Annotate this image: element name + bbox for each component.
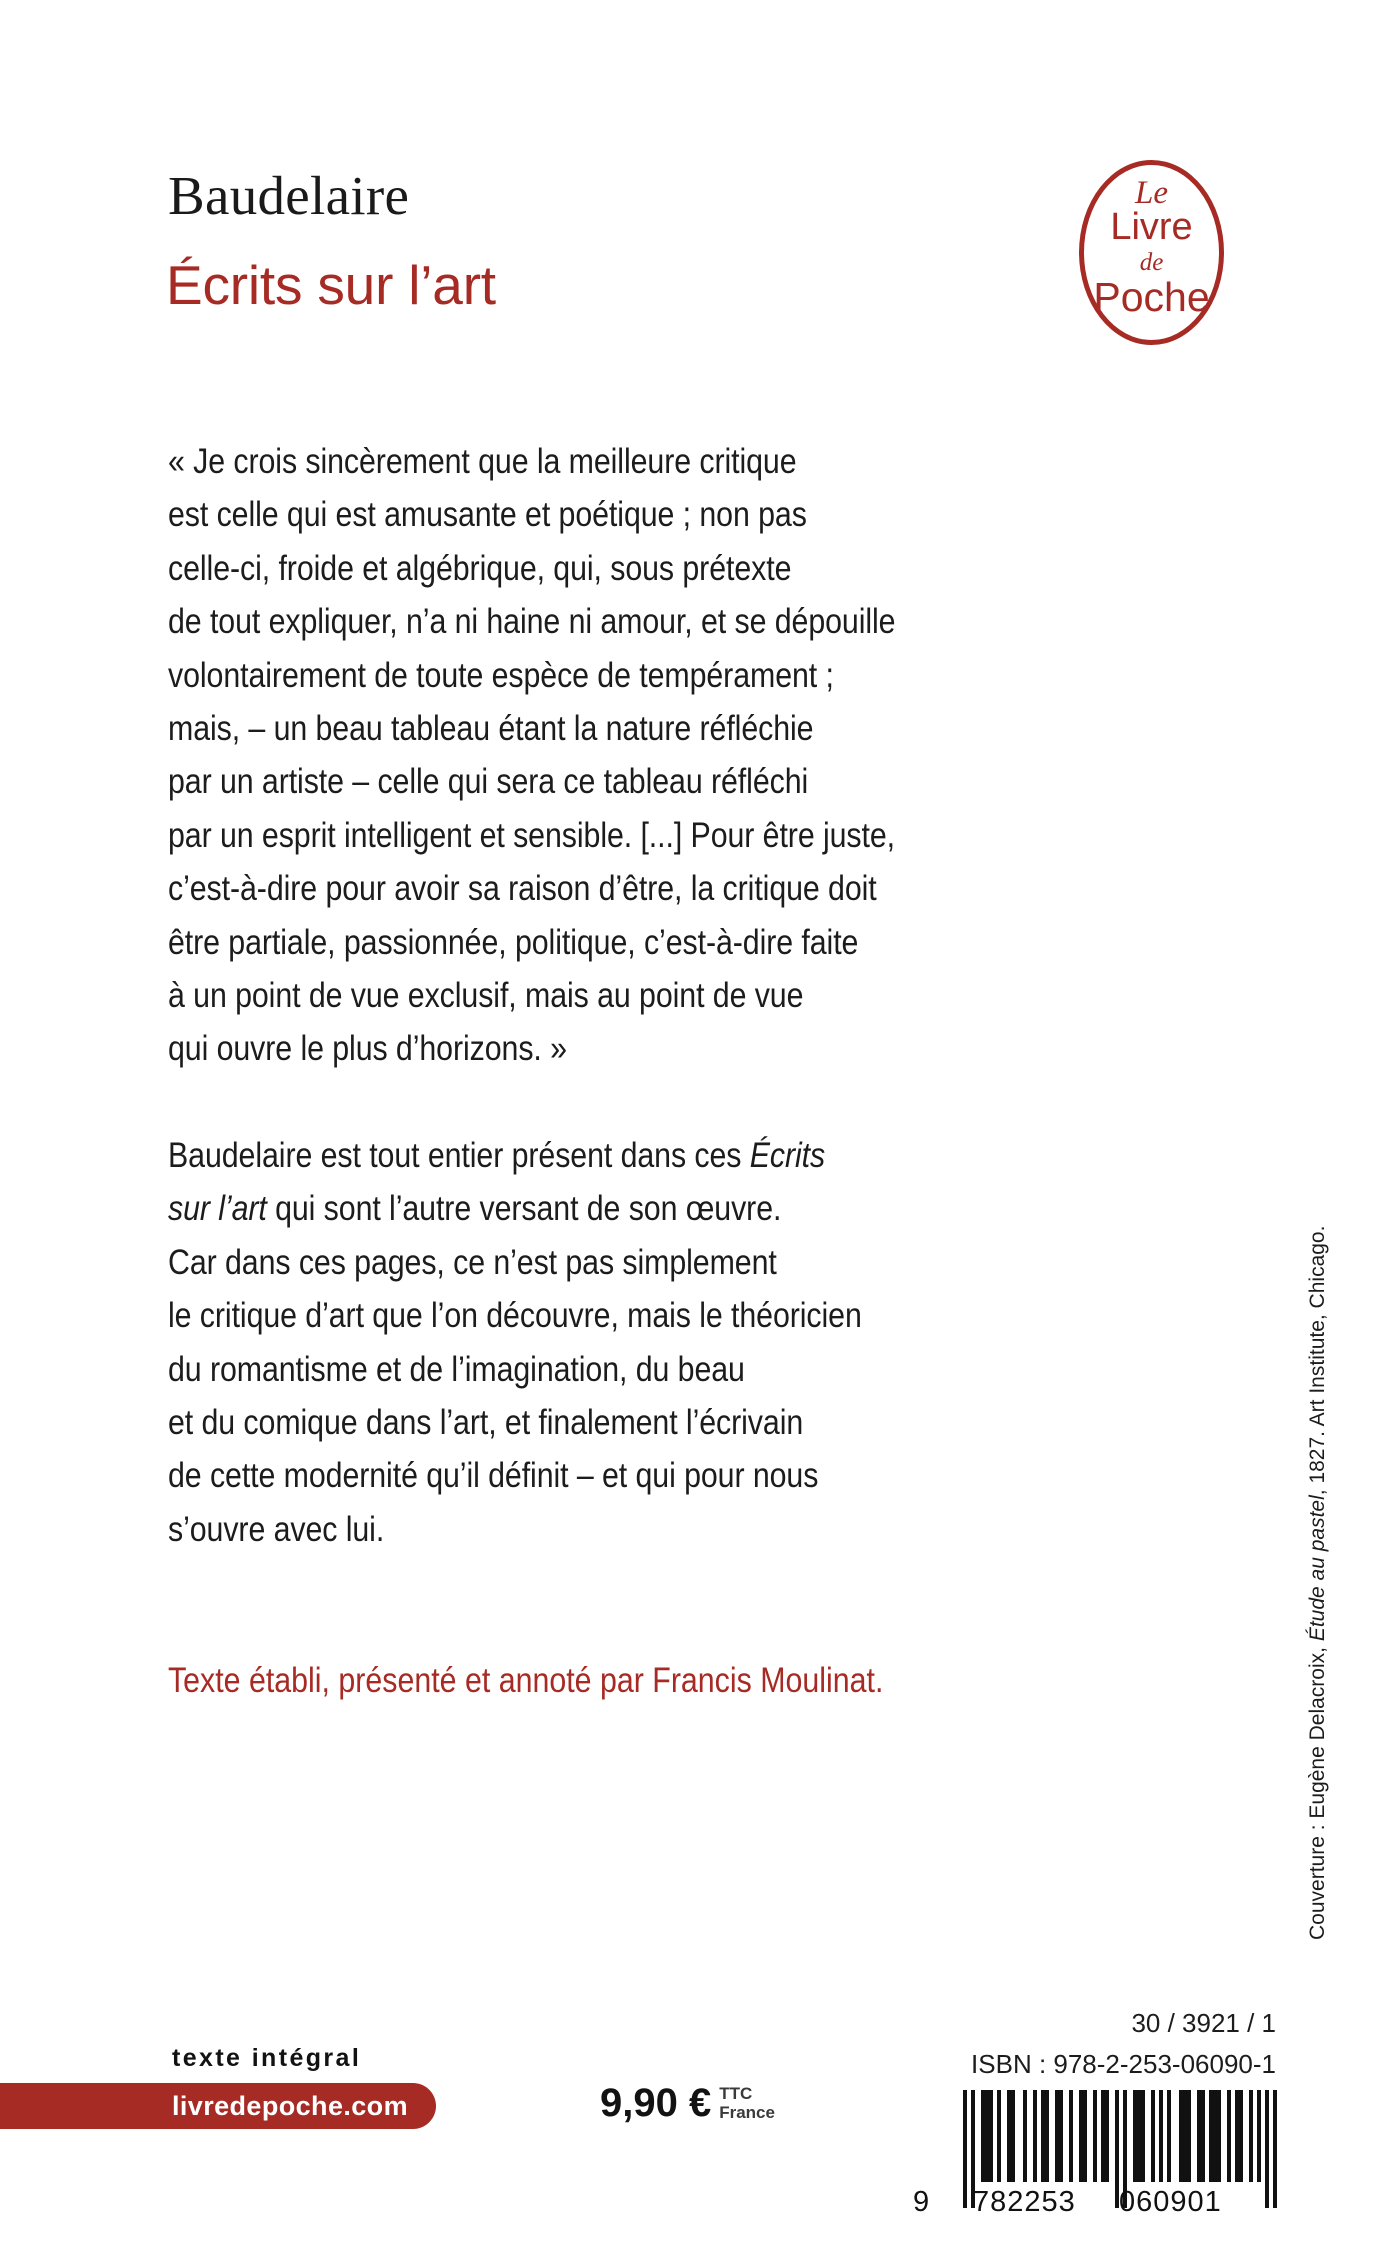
logo-text-livre: Livre [1110,206,1193,248]
cover-credit-artwork-title: Étude au pastel [1306,1495,1329,1642]
description-text: Baudelaire est tout entier présent dans ces [168,1134,750,1175]
cover-credit-pre: Couverture : Eugène Delacroix, [1306,1641,1329,1940]
cover-credit-post: , 1827. Art Institute, Chicago. [1306,1225,1329,1496]
quote-line: celle-ci, froide et algébrique, qui, sous prétexte [168,547,792,588]
price-tax-line-1: TTC [719,2084,753,2103]
description-line: du romantisme et de l’imagination, du beau [168,1348,745,1389]
quote-line: mais, – un beau tableau étant la nature réfléchie [168,708,814,749]
price-tax-line-2: France [719,2103,775,2122]
barcode-right-digits: 060901 [1119,2186,1222,2218]
description-text: qui sont l’autre versant de son œuvre. [266,1188,782,1229]
cover-credit-container [1306,1225,1345,1940]
livre-de-poche-logo [1079,160,1224,345]
website-badge[interactable] [0,2083,436,2129]
isbn-number: ISBN : 978-2-253-06090-1 [971,2049,1276,2079]
description-line: et du comique dans l’art, et finalement l’écrivain [168,1401,804,1442]
editor-credit: Texte établi, présenté et annoté par Francis Moulinat. [168,1660,884,1700]
barcode-left-digits: 782253 [973,2186,1076,2218]
quote-line: volontairement de toute espèce de tempérament ; [168,654,834,695]
logo-text-poche: Poche [1093,274,1210,320]
price-block [600,2083,775,2123]
texte-integral-label: texte intégral [172,2044,362,2072]
description-line [168,1182,1074,1235]
catalog-code: 30 / 3921 / 1 [1131,2008,1276,2038]
quote-line: « Je crois sincèrement que la meilleure critique [168,441,797,481]
description-line: s’ouvre avec lui. [168,1508,385,1549]
quote-line: de tout expliquer, n’a ni haine ni amour, et se dépouille [168,601,896,642]
quote-line: c’est-à-dire pour avoir sa raison d’être, la critique doit [168,868,877,909]
quote-line: par un esprit intelligent et sensible. [...] Pour être juste, [168,814,896,855]
ean13-barcode [911,2090,1281,2218]
description-line [168,1129,1074,1182]
description-line: le critique d’art que l’on découvre, mais le théoricien [168,1295,862,1336]
author-name: Baudelaire [168,165,410,226]
quote-line: être partiale, passionnée, politique, c’est-à-dire faite [168,921,859,962]
quote-line: par un artiste – celle qui sera ce tableau réfléchi [168,761,809,802]
cover-credit-text [1306,1226,1330,1940]
quote-line: est celle qui est amusante et poétique ; non pas [168,494,807,535]
book-title: Écrits sur l’art [166,254,496,316]
barcode-lead-digit: 9 [913,2186,931,2218]
quote-line: à un point de vue exclusif, mais au point de vue [168,975,804,1016]
barcode-bars [911,2090,1281,2215]
website-url: livredepoche.com [172,2090,408,2121]
description-line: de cette modernité qu’il définit – et qui pour nous [168,1455,819,1496]
description-title-italic: sur l’art [168,1188,267,1229]
logo-text-le: Le [1135,175,1168,211]
price-value: 9,90 € [600,2081,712,2125]
description-title-italic: Écrits [749,1134,826,1175]
price-tax-note [719,2084,775,2122]
description-line: Car dans ces pages, ce n’est pas simplement [168,1241,777,1282]
quote-line: qui ouvre le plus d’horizons. » [168,1028,567,1069]
logo-text-de: de [1139,249,1164,276]
blurb-container [168,435,1228,1556]
